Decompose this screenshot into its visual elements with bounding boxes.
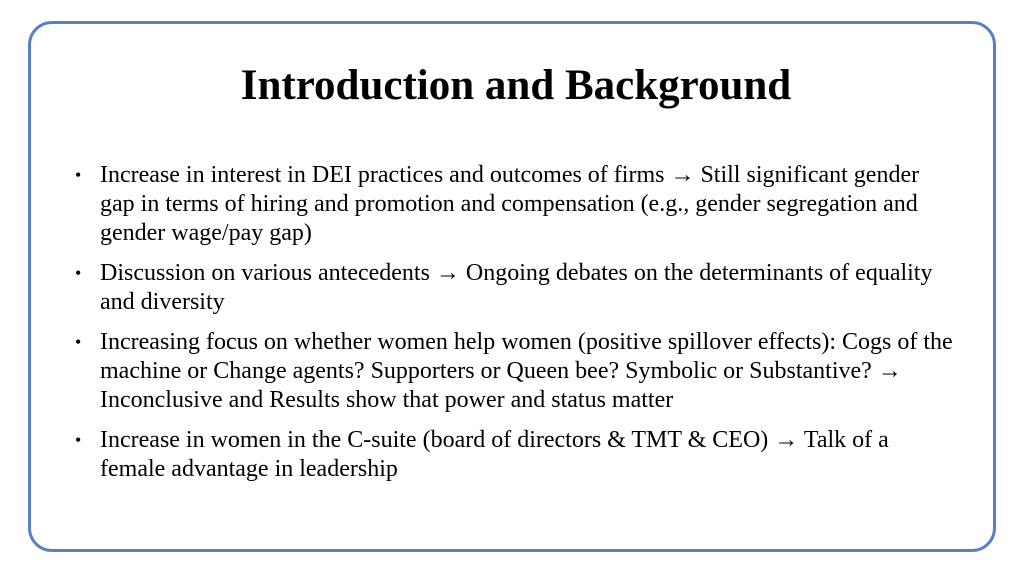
bullet-text: Increase in interest in DEI practices and outcomes of firms → Still significant gender gap in terms of hiring and promotion and compensation (e.g., gender segregation and gender wage/pay gap)	[100, 162, 920, 246]
bullet-text: Increase in women in the C-suite (board of directors & TMT & CEO) → Talk of a female advantage in leadership	[100, 427, 889, 482]
bullet-item	[73, 161, 953, 248]
slide-frame	[28, 21, 996, 552]
bullet-item	[73, 426, 953, 484]
bullet-text: Increasing focus on whether women help women (positive spillover effects): Cogs of the machine or Change agents? Supporters or Queen bee? Symbolic or Substantive? → Inconclusive and Results show that power and status matter	[100, 329, 953, 413]
bullet-dot-icon: •	[75, 430, 82, 450]
bullet-item	[73, 259, 953, 317]
bullet-dot-icon: •	[75, 263, 82, 283]
bullet-dot-icon: •	[75, 165, 82, 185]
slide-title: Introduction and Background	[240, 62, 792, 109]
bullet-text: Discussion on various antecedents → Ongoing debates on the determinants of equality and diversity	[100, 260, 933, 315]
bullet-dot-icon: •	[75, 332, 82, 352]
bullet-list	[73, 161, 953, 495]
bullet-item	[73, 328, 953, 415]
